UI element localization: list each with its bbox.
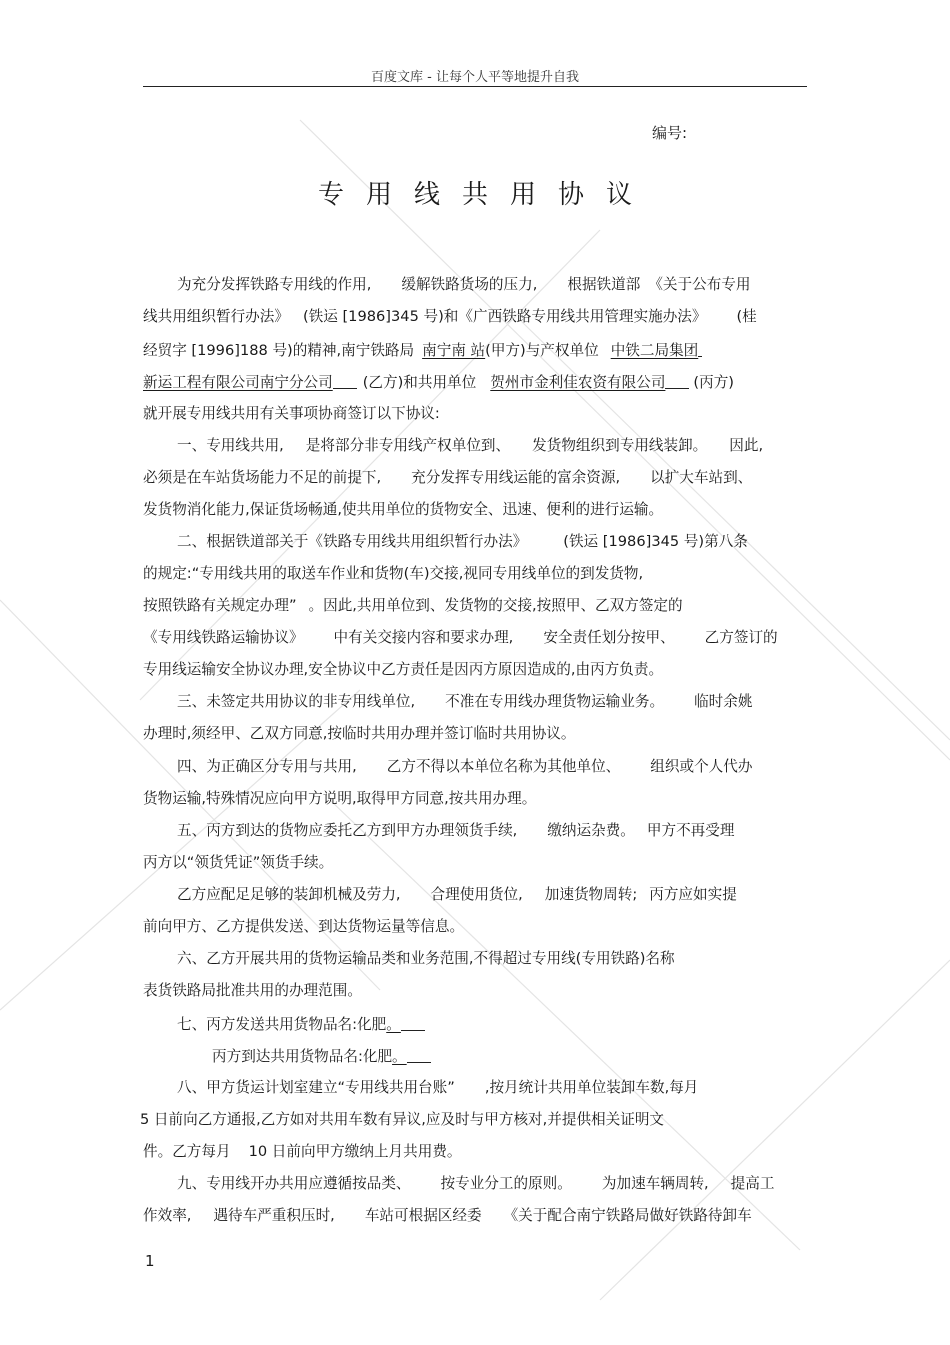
text-line: 前向甲方、乙方提供发送、到达货物运量等信息。: [143, 918, 465, 935]
text-line: 就开展专用线共用有关事项协商签订以下协议:: [143, 405, 440, 422]
text-line: 必须是在车站货场能力不足的前提下, 充分发挥专用线运能的富余资源, 以扩大车站到、: [143, 469, 753, 486]
page-number: 1: [145, 1252, 155, 1270]
text-line: 作效率, 遇待车严重积压时, 车站可根据区经委 《关于配合南宁铁路局做好铁路待卸车: [143, 1207, 752, 1224]
text-line: 三、未签定共用协议的非专用线单位, 不准在专用线办理货物运输业务。 临时余姚: [177, 693, 753, 710]
header-rule: [143, 86, 807, 87]
text-line: 四、为正确区分专用与共用, 乙方不得以本单位名称为其他单位、 组织或个人代办: [177, 758, 753, 775]
text-line: 二、根据铁道部关于《铁路专用线共用组织暂行办法》 (铁运 [1986]345 号)第八条: [177, 533, 748, 550]
text-line: 线共用组织暂行办法》 (铁运 [1986]345 号)和《广西铁路专用线共用管理实施办法》 (桂: [143, 308, 757, 325]
text-line: 按照铁路有关规定办理” 。因此,共用单位到、发货物的交接,按照甲、乙双方签定的: [143, 597, 683, 614]
text-line: 六、乙方开展共用的货物运输品类和业务范围,不得超过专用线(专用铁路)名称: [177, 950, 675, 967]
text-line: 《专用线铁路运输协议》 中有关交接内容和要求办理, 安全责任划分按甲、 乙方签订的: [143, 629, 778, 646]
text-line: 丙方以“领货凭证”领货手续。: [143, 854, 334, 871]
text-line: 专用线运输安全协议办理,安全协议中乙方责任是因丙方原因造成的,由丙方负责。: [143, 661, 664, 678]
text-line: 5 日前向乙方通报,乙方如对共用车数有异议,应及时与甲方核对,并提供相关证明文: [140, 1111, 665, 1128]
text-line: 为充分发挥铁路专用线的作用, 缓解铁路货场的压力, 根据铁道部 《关于公布专用: [177, 276, 751, 293]
text-line: 五、丙方到达的货物应委托乙方到甲方办理领货手续, 缴纳运杂费。 甲方不再受理: [177, 822, 735, 839]
text-line: 经贸字 [1996]188 号)的精神,南宁铁路局 南宁南 站(甲方)与产权单位 中铁二局集团: [143, 340, 702, 361]
text-line: 八、甲方货运计划室建立“专用线共用台账” ,按月统计共用单位装卸车数,每月: [177, 1079, 699, 1096]
text-line: 一、专用线共用, 是将部分非专用线产权单位到、 发货物组织到专用线装卸。 因此,: [177, 437, 764, 454]
text-line: 货物运输,特殊情况应向甲方说明,取得甲方同意,按共用办理。: [143, 790, 537, 807]
text-line: 发货物消化能力,保证货场畅通,使共用单位的货物安全、迅速、便利的进行运输。: [143, 501, 664, 518]
document-number-label: 编号:: [652, 124, 688, 142]
text-line: 新运工程有限公司南宁分公司 (乙方)和共用单位 贺州市金利佳农资有限公司 (丙方): [143, 374, 734, 391]
party-c-name: 贺州市金利佳农资有限公司: [490, 374, 666, 391]
party-a-name: 南宁南 站: [422, 342, 486, 359]
text-line: 乙方应配足足够的装卸机械及劳力, 合理使用货位, 加速货物周转; 丙方应如实提: [177, 886, 737, 903]
text-line: 七、丙方发送共用货物品名:化肥。: [177, 1014, 425, 1035]
page-header: 百度文库 - 让每个人平等地提升自我: [371, 70, 579, 85]
text-line: 丙方到达共用货物品名:化肥。: [212, 1046, 431, 1067]
party-b-name-line2: 新运工程有限公司南宁分公司: [143, 374, 333, 391]
text-line: 件。乙方每月 10 日前向甲方缴纳上月共用费。: [143, 1143, 462, 1160]
text-line: 九、专用线开办共用应遵循按品类、 按专业分工的原则。 为加速车辆周转, 提高工: [177, 1175, 775, 1192]
text-line: 的规定:“专用线共用的取送车作业和货物(车)交接,视同专用线单位的到发货物,: [143, 565, 644, 582]
text-line: 表货铁路局批准共用的办理范围。: [143, 982, 362, 999]
party-b-name-line1: 中铁二局集团: [610, 342, 699, 359]
document-title: 专用线共用协议: [317, 180, 654, 210]
text-line: 办理时,须经甲、乙双方同意,按临时共用办理并签订临时共用协议。: [143, 725, 576, 742]
